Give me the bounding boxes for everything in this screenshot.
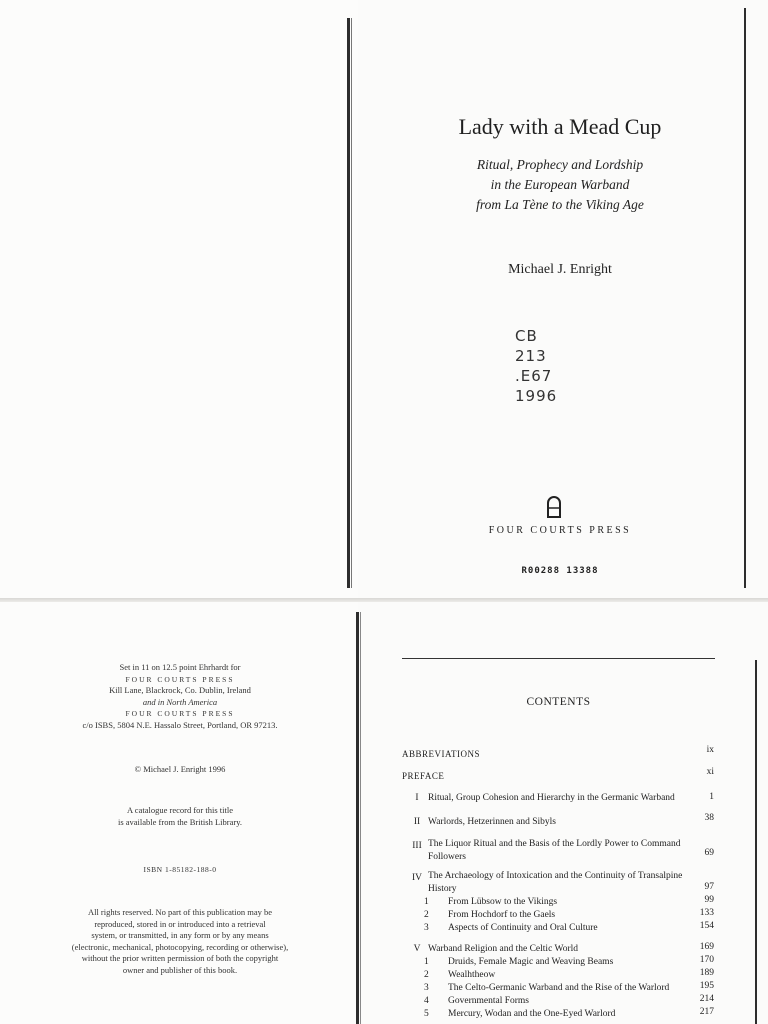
page-seam [0,598,768,602]
gutter-line [360,612,361,1024]
toc-page: 170 [699,955,714,965]
toc-chapter-number: IV [411,873,423,883]
toc-section-title: Aspects of Continuity and Oral Culture [448,923,598,933]
publisher-name: FOUR COURTS PRESS [488,525,632,536]
toc-chapter-number: V [413,944,421,954]
contents-top-rule [402,658,715,659]
toc-page: 97 [704,882,714,892]
gutter-line [351,18,352,588]
toc-section-title: From Hochdorf to the Gaels [448,910,556,920]
toc-section-number: 3 [424,983,429,993]
toc-page: 133 [699,908,714,918]
title-page [358,0,768,598]
catalogue-record: A catalogue record for this title is available from the British Library. [117,805,243,827]
toc-page: 99 [704,895,714,905]
toc-section-title: The Celto-Germanic Warband and the Rise of the Warlord [448,983,670,993]
toc-section-title: Druids, Female Magic and Weaving Beams [448,957,614,967]
toc-page: 38 [704,813,714,823]
toc-section-number: 5 [424,1009,429,1019]
contents-heading: CONTENTS [526,696,591,708]
blank-page [0,0,358,598]
toc-chapter-title: The Archaeology of Intoxication and the Continuity of Transalpine History [428,871,683,894]
page-edge-line [744,8,746,588]
toc-abbreviations: ABBREVIATIONS [402,749,481,759]
toc-page: 195 [699,981,714,991]
toc-section-title: Governmental Forms [448,996,530,1006]
toc-page: 69 [704,848,714,858]
gutter-line [347,18,350,588]
toc-section-number: 4 [424,996,429,1006]
book-title: Lady with a Mead Cup [458,114,662,139]
toc-page: 214 [699,994,714,1004]
barcode-number: R00288 13388 [521,566,599,576]
gutter-line [356,612,359,1024]
rights-statement: All rights reserved. No part of this publication may be reproduced, stored in or introduced into a retrieval system, or transmitted, in any form or by any means (electronic, mechanical, photocopying, recording or otherwise), without the prior written permission of both the copyright owner and publisher of this book. [71,907,289,975]
toc-section-number: 1 [424,957,429,967]
toc-section-number: 2 [424,910,429,920]
toc-page: ix [706,745,714,755]
toc-page: xi [706,767,714,777]
toc-page: 189 [699,968,714,978]
toc-chapter-number: III [412,841,422,851]
toc-section-title: Wealhtheow [448,970,496,980]
toc-page: 1 [709,792,714,802]
copyright-line: © Michael J. Enright 1996 [134,764,226,774]
toc-chapter-title: Warband Religion and the Celtic World [428,944,578,954]
book-author: Michael J. Enright [508,262,612,277]
toc-section-number: 3 [424,923,429,933]
toc-preface: PREFACE [402,771,445,781]
toc-chapter-title: Warlords, Hetzerinnen and Sibyls [428,817,556,827]
toc-section-title: Mercury, Wodan and the One-Eyed Warlord [448,1009,616,1019]
handwritten-call-number: CB 213 .E67 1996 [515,327,558,405]
toc-page: 217 [699,1007,714,1017]
isbn: ISBN 1-85182-188-0 [143,865,217,874]
toc-chapter-title: Ritual, Group Cohesion and Hierarchy in the Germanic Warband [428,793,675,803]
toc-section-number: 1 [424,897,429,907]
toc-chapter-number: II [413,817,421,827]
book-subtitle: Ritual, Prophecy and Lordship in the European Warband from La Tène to the Viking Age [476,157,644,212]
publisher-logo-icon [546,494,562,518]
toc-section-title: From Lübsow to the Vikings [448,897,558,907]
page-edge-line [755,660,757,1024]
toc-section-number: 2 [424,970,429,980]
toc-chapter-number: I [415,793,419,803]
toc-page: 169 [699,942,714,952]
toc-chapter-title: The Liquor Ritual and the Basis of the Lordly Power to Command Followers [428,839,681,862]
toc-page: 154 [699,921,714,931]
imprint-block: Set in 11 on 12.5 point Ehrhardt for FOUR COURTS PRESS Kill Lane, Blackrock, Co. Dublin, Ireland and in North America FOUR COURTS PRESS c/o ISBS, 5804 N.E. Hassalo Street, Portland, OR 97213. [82,662,278,730]
